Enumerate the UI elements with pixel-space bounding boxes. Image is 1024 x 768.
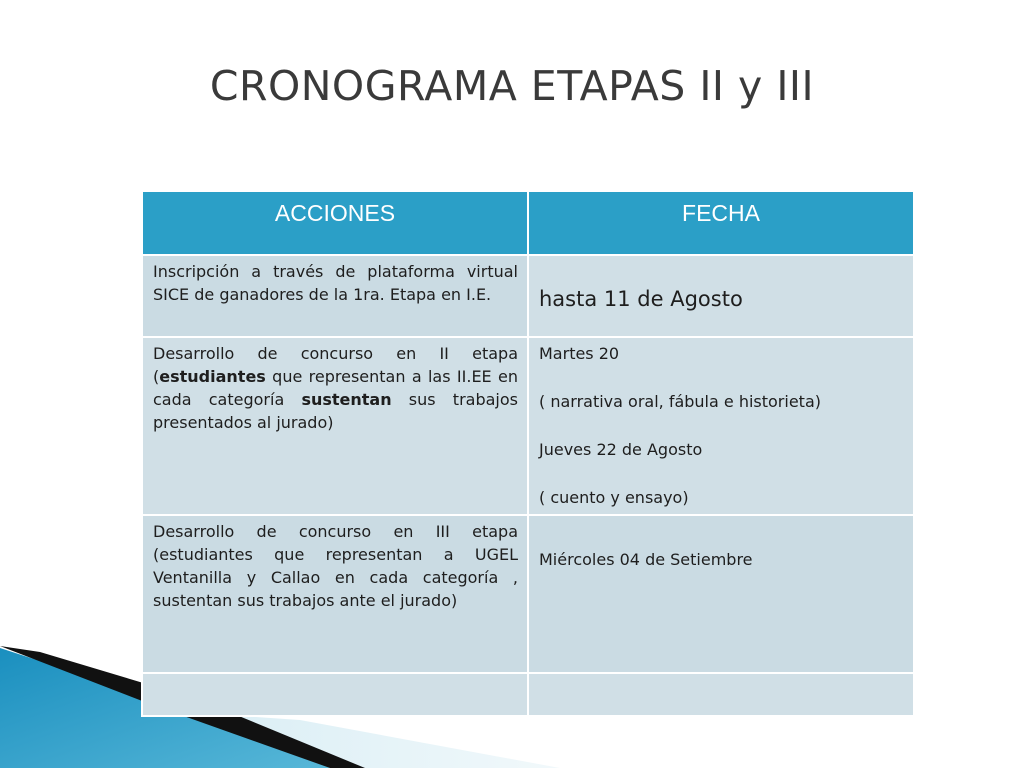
header-acciones: ACCIONES bbox=[142, 191, 528, 255]
accion-text-part: que representan a las II.EE en cada categoría bbox=[153, 367, 518, 409]
schedule-table bbox=[141, 190, 915, 717]
fecha-cell-etapa-ii bbox=[528, 337, 914, 515]
accion-cell-inscripcion: Inscripción a través de plataforma virtual SICE de ganadores de la 1ra. Etapa en I.E. bbox=[142, 255, 528, 337]
header-fecha: FECHA bbox=[528, 191, 914, 255]
fecha-cell-inscripcion bbox=[528, 255, 914, 337]
table-row bbox=[142, 673, 914, 716]
fecha-cell-empty bbox=[528, 673, 914, 716]
accion-cell-etapa-iii: Desarrollo de concurso en III etapa (estudiantes que representan a UGEL Ventanilla y Callao en cada categoría , sustentan sus trabajos ante el jurado) bbox=[142, 515, 528, 673]
page-title: CRONOGRAMA ETAPAS II y III bbox=[209, 62, 815, 110]
fecha-miercoles-04: Miércoles 04 de Setiembre bbox=[539, 550, 753, 569]
table-row bbox=[142, 255, 914, 337]
fecha-detalle-narrativa: ( narrativa oral, fábula e historieta) bbox=[539, 392, 821, 411]
fecha-jueves-22: Jueves 22 de Agosto bbox=[539, 440, 703, 459]
table-row bbox=[142, 337, 914, 515]
accion-bold-sustentan: sustentan bbox=[301, 390, 392, 409]
table-header-row bbox=[142, 191, 914, 255]
fecha-cell-etapa-iii bbox=[528, 515, 914, 673]
fecha-detalle-cuento: ( cuento y ensayo) bbox=[539, 488, 689, 507]
accion-text-part: sus trabajos presentados al jurado) bbox=[153, 390, 518, 432]
fecha-martes-20: Martes 20 bbox=[539, 344, 620, 363]
accion-text-part: Desarrollo de concurso en II etapa ( bbox=[153, 344, 518, 386]
accion-bold-estudiantes: estudiantes bbox=[159, 367, 266, 386]
accion-cell-etapa-ii bbox=[142, 337, 528, 515]
table-row bbox=[142, 515, 914, 673]
accion-cell-empty bbox=[142, 673, 528, 716]
fecha-hasta-11-agosto: hasta 11 de Agosto bbox=[539, 287, 743, 311]
